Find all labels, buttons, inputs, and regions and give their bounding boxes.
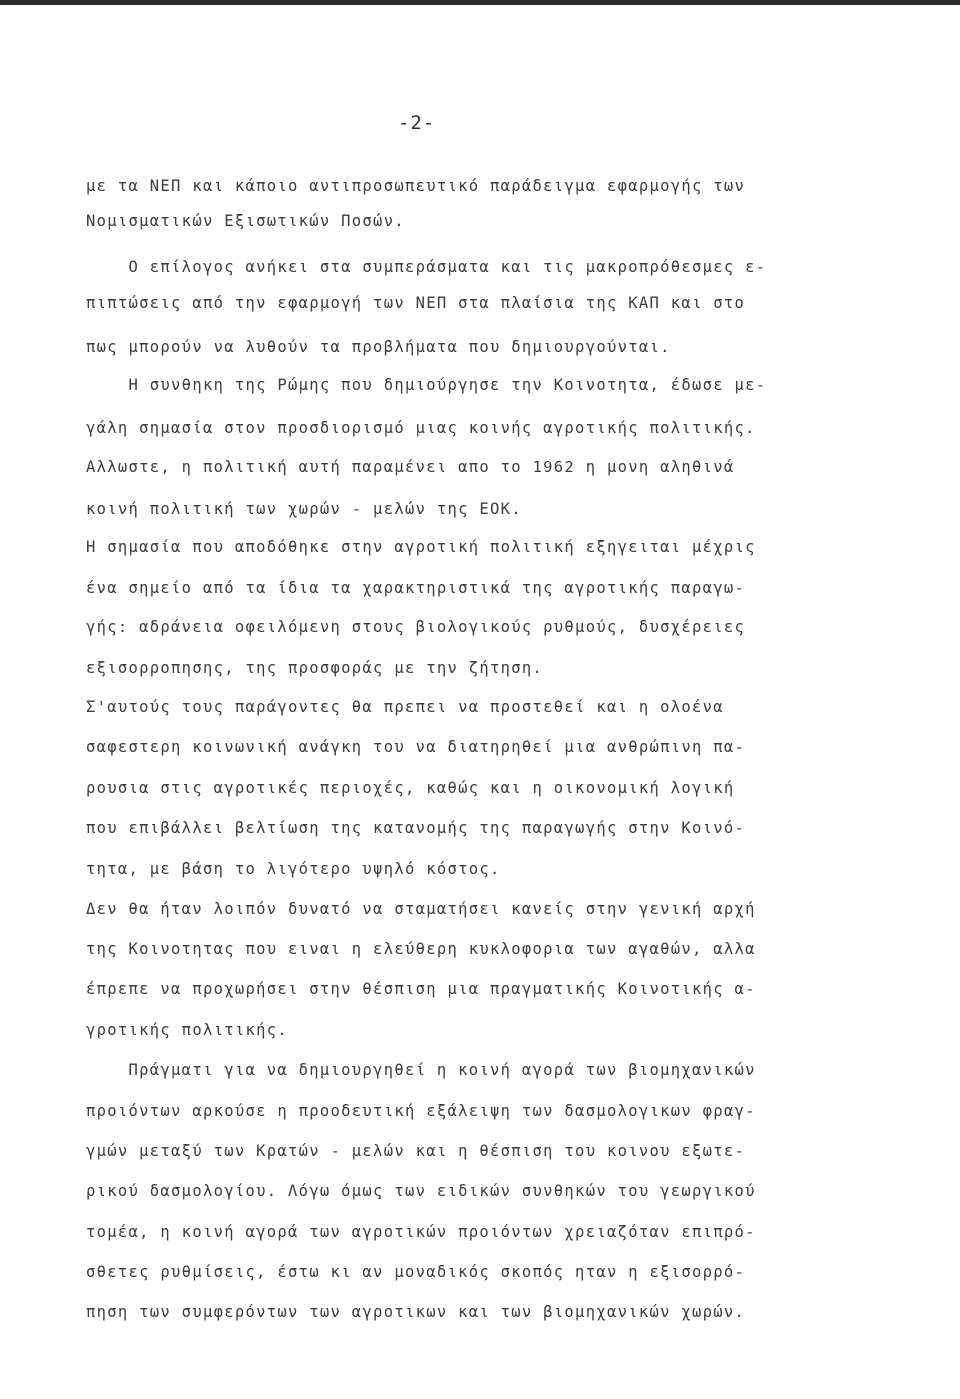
- text-line: εξισορροπησης, της προσφοράς με την ζήτηση.: [86, 659, 544, 677]
- text-line: τητα, με βάση το λιγότερο υψηλό κόστος.: [86, 860, 501, 878]
- text-line: Αλλωστε, η πολιτική αυτή παραμένει απο το 1962 η μονη αληθινά: [86, 458, 735, 476]
- text-line: Δεν θα ήταν λοιπόν δυνατό να σταματήσει κανείς στην γενική αρχή: [86, 900, 756, 918]
- text-line: γής: αδράνεια οφειλόμενη στους βιολογικούς ρυθμούς, δυσχέρειες: [86, 618, 746, 636]
- text-line: Σ'αυτούς τους παράγοντες θα πρεπει να προστεθεί και η ολοένα: [86, 698, 724, 716]
- text-line: Πράγματι για να δημιουργηθεί η κοινή αγορά των βιομηχανικών: [86, 1061, 756, 1079]
- text-line: πηση των συμφερόντων των αγροτικων και των βιομηχανικών χωρών.: [86, 1303, 746, 1321]
- scan-top-border: [0, 0, 960, 5]
- text-line: Η συνθηκη της Ρώμης που δημιούργησε την Κοινοτητα, έδωσε με-: [86, 376, 767, 394]
- text-line: γμών μεταξύ των Κρατών - μελών και η θέσπιση του κοινου εξωτε-: [86, 1142, 746, 1160]
- text-line: πιπτώσεις από την εφαρμογή των ΝΕΠ στα πλαίσια της ΚΑΠ και στο: [86, 294, 746, 312]
- text-line: ένα σημείο από τα ίδια τα χαρακτηριστικά της αγροτικής παραγω-: [86, 579, 746, 597]
- text-line: ρουσια στις αγροτικές περιοχές, καθώς και η οικονομική λογική: [86, 779, 735, 797]
- text-line: σαφεστερη κοινωνική ανάγκη του να διατηρηθεί μια ανθρώπινη πα-: [86, 738, 746, 756]
- text-line: Νομισματικών Εξισωτικών Ποσών.: [86, 212, 405, 230]
- text-line: γάλη σημασία στον προσδιορισμό μιας κοινής αγροτικής πολιτικής.: [86, 419, 756, 437]
- text-line: Η σημασία που αποδόθηκε στην αγροτική πολιτική εξηγειται μέχρις: [86, 538, 756, 556]
- text-line: κοινή πολιτική των χωρών - μελών της ΕΟΚ.: [86, 500, 522, 518]
- text-line: γροτικής πολιτικής.: [86, 1021, 289, 1039]
- text-line: τομέα, η κοινή αγορά των αγροτικών προιόντων χρειαζόταν επιπρό-: [86, 1223, 756, 1241]
- text-line: ρικού δασμολογίου. Λόγω όμως των ειδικών συνθηκών του γεωργικού: [86, 1182, 756, 1200]
- text-line: σθετες ρυθμίσεις, έστω κι αν μοναδικός σκοπός ηταν η εξισορρό-: [86, 1263, 746, 1281]
- text-line: προιόντων αρκούσε η προοδευτική εξάλειψη των δασμολογικων φραγ-: [86, 1102, 756, 1120]
- text-line: της Κοινοτητας που ειναι η ελεύθερη κυκλοφορια των αγαθών, αλλα: [86, 940, 756, 958]
- text-line: που επιβάλλει βελτίωση της κατανομής της παραγωγής στην Κοινό-: [86, 819, 746, 837]
- text-line: πως μπορούν να λυθούν τα προβλήματα που δημιουργούνται.: [86, 338, 671, 356]
- text-line: με τα ΝΕΠ και κάποιο αντιπροσωπευτικό παράδειγμα εφαρμογής των: [86, 177, 746, 195]
- page-number: -2-: [398, 112, 436, 134]
- text-line: Ο επίλογος ανήκει στα συμπεράσματα και τις μακροπρόθεσμες ε-: [86, 258, 767, 276]
- text-line: έπρεπε να προχωρήσει στην θέσπιση μια πραγματικής Κοινοτικής α-: [86, 980, 756, 998]
